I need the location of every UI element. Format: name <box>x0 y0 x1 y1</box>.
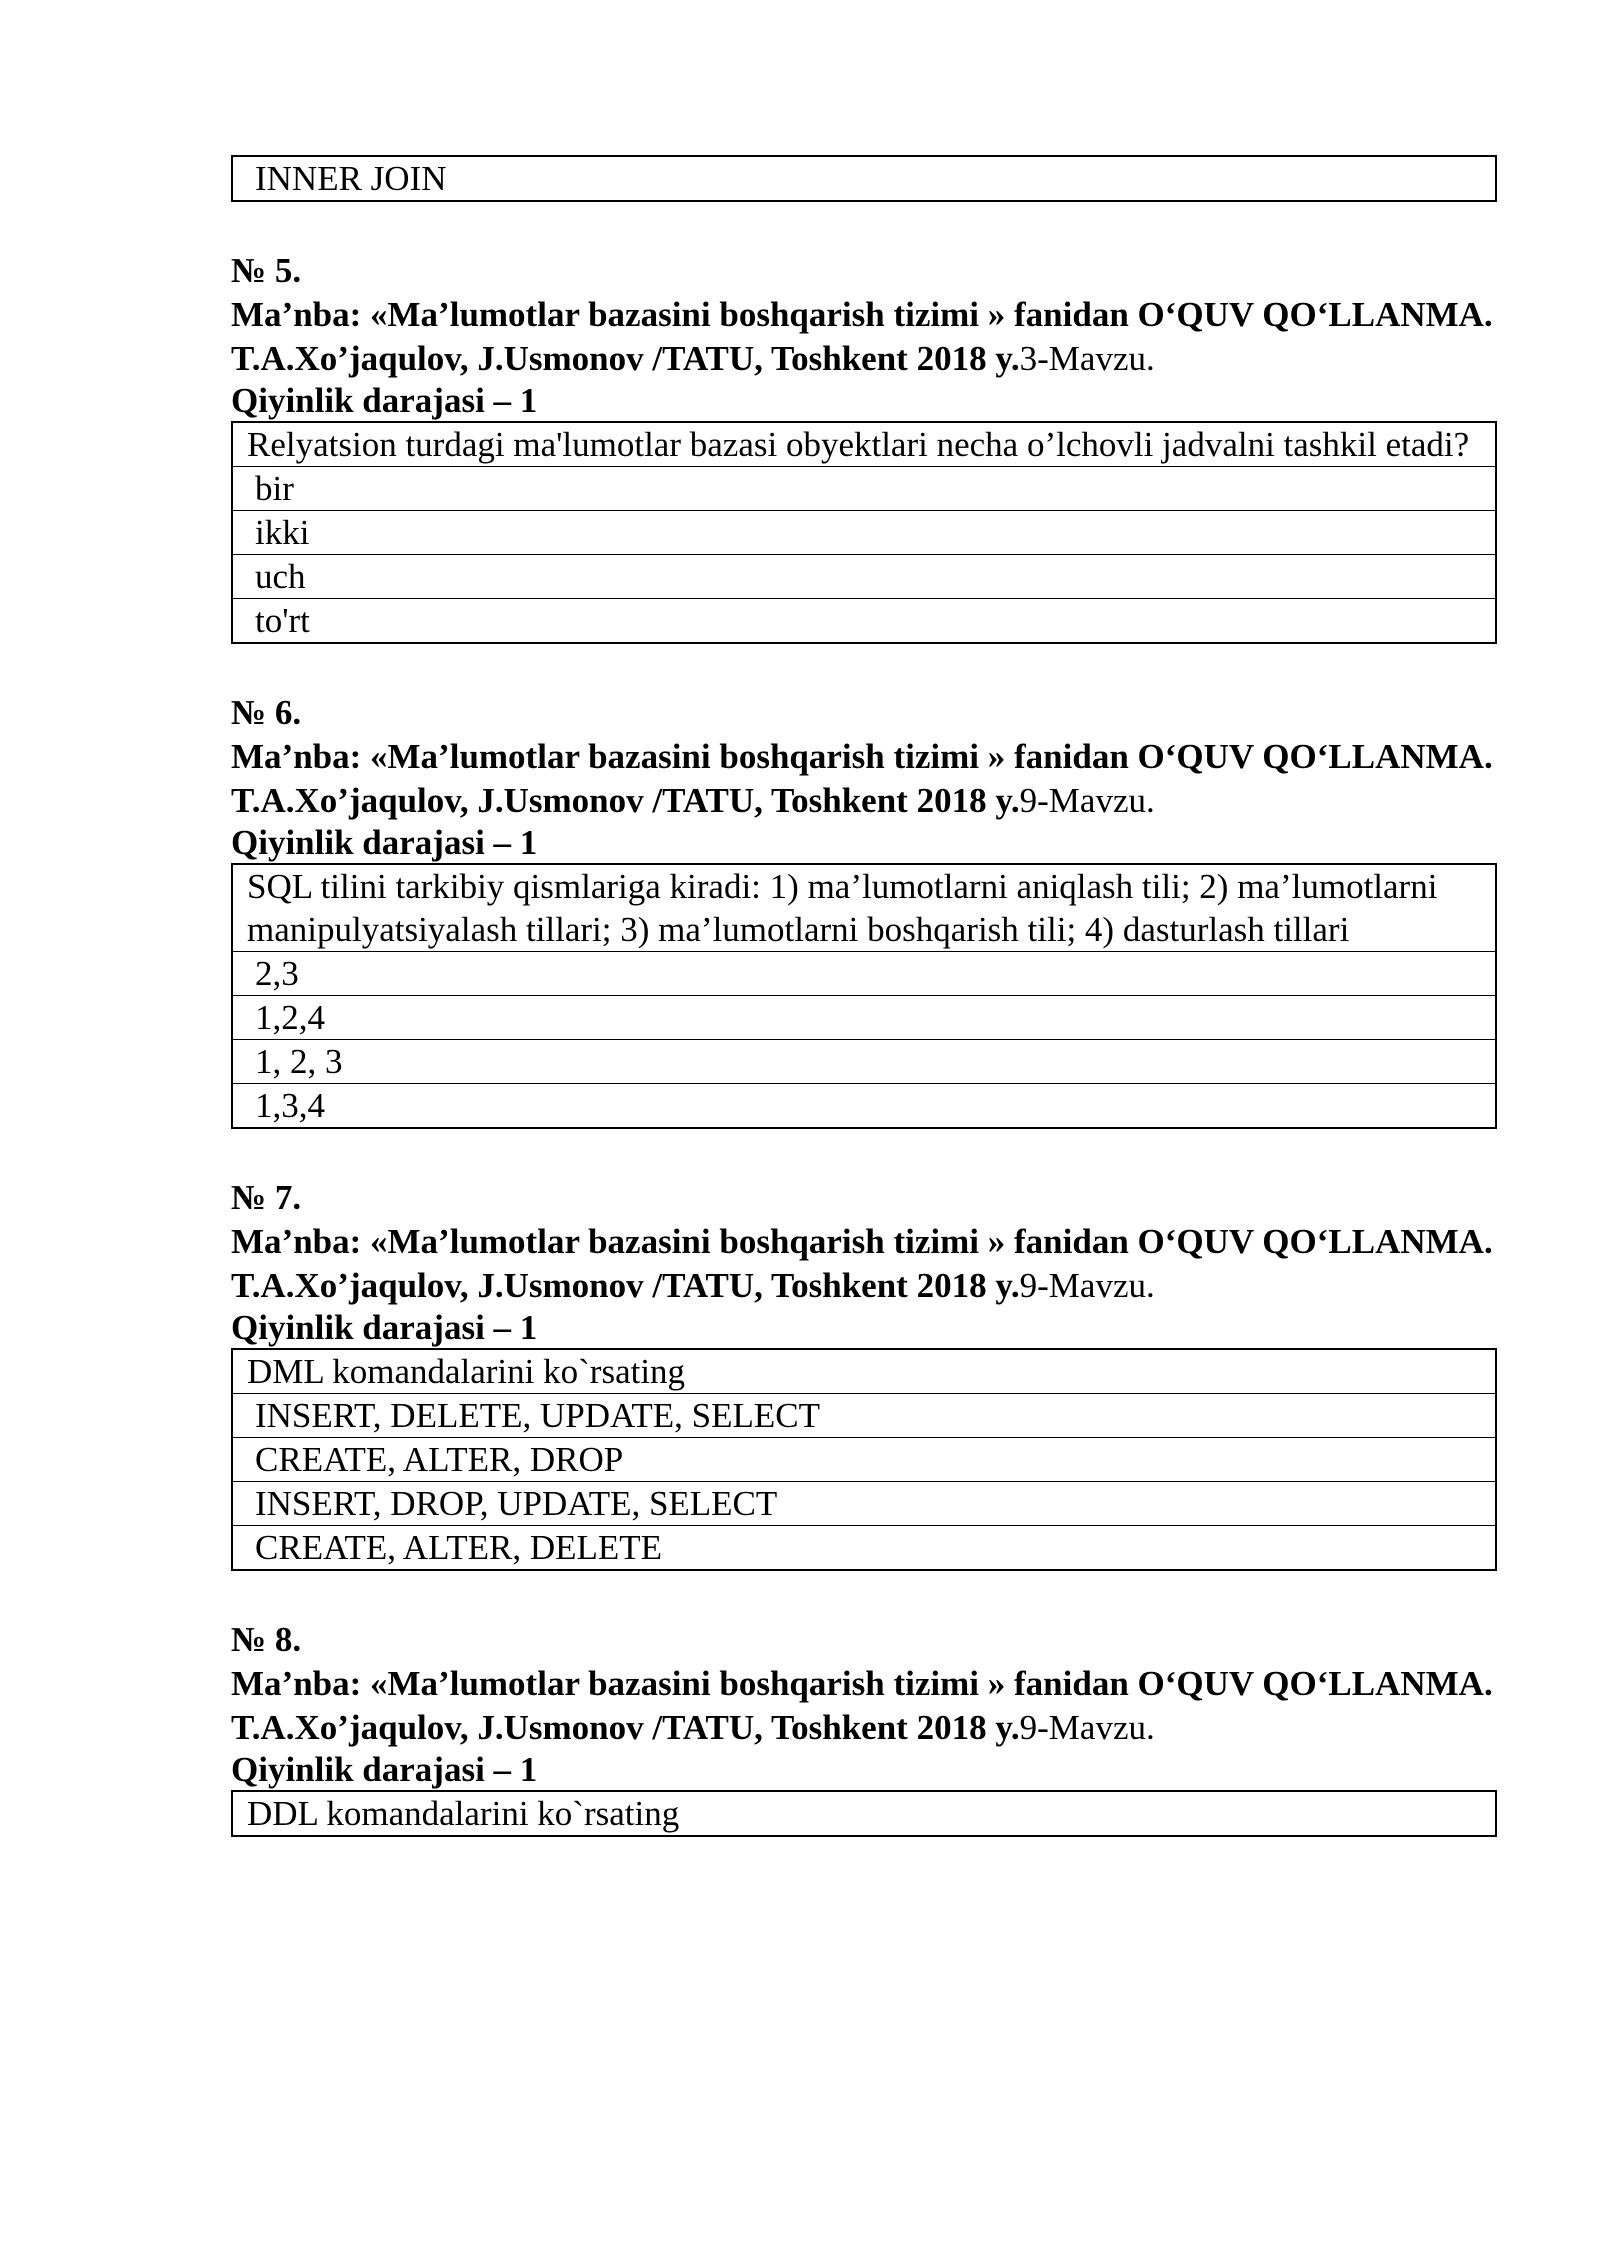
question-block-8 <box>231 1618 1497 1837</box>
source-bold: Ma’nba: «Ma’lumotlar bazasini boshqarish tizimi » fanidan O‘QUV QO‘LLANMA. T.A.Xo’jaqulov, J.Usmonov /TATU, Toshkent 2018 y. <box>231 1664 1493 1747</box>
question-table <box>231 863 1497 1129</box>
question-number: № 6. <box>231 693 302 732</box>
question-block-7 <box>231 1176 1497 1571</box>
question-source <box>231 1220 1497 1308</box>
source-bold: Ma’nba: «Ma’lumotlar bazasini boshqarish tizimi » fanidan O‘QUV QO‘LLANMA. T.A.Xo’jaqulov, J.Usmonov /TATU, Toshkent 2018 y. <box>231 1222 1493 1305</box>
difficulty-level: Qiyinlik darajasi – 1 <box>231 381 538 420</box>
document-page <box>231 155 1497 1837</box>
option-row: INNER JOIN <box>255 159 447 198</box>
question-source <box>231 293 1497 381</box>
option-row: ikki <box>233 511 1495 555</box>
option-row: INSERT, DELETE, UPDATE, SELECT <box>233 1394 1495 1438</box>
question-source <box>231 1662 1497 1750</box>
option-row: 1, 2, 3 <box>233 1040 1495 1084</box>
option-row: 1,2,4 <box>233 996 1495 1040</box>
question-table <box>231 421 1497 644</box>
option-row: to'rt <box>255 601 310 640</box>
difficulty-level: Qiyinlik darajasi – 1 <box>231 1308 538 1347</box>
question-number: № 7. <box>231 1178 302 1217</box>
question-block-6 <box>231 691 1497 1129</box>
source-topic: 9-Mavzu. <box>1019 1708 1155 1747</box>
question-block-5 <box>231 249 1497 644</box>
question-number: № 5. <box>231 251 302 290</box>
source-bold: Ma’nba: «Ma’lumotlar bazasini boshqarish tizimi » fanidan O‘QUV QO‘LLANMA. T.A.Xo’jaqulov, J.Usmonov /TATU, Toshkent 2018 y. <box>231 737 1493 820</box>
source-topic: 9-Mavzu. <box>1019 1266 1155 1305</box>
option-row: 1,3,4 <box>255 1086 325 1125</box>
question-4-options-fragment <box>231 155 1497 202</box>
option-row: 2,3 <box>233 952 1495 996</box>
difficulty-level: Qiyinlik darajasi – 1 <box>231 1750 538 1789</box>
option-row: uch <box>233 555 1495 599</box>
question-text: DDL komandalarini ko`rsating <box>247 1794 680 1833</box>
question-text: SQL tilini tarkibiy qismlariga kiradi: 1) ma’lumotlarni aniqlash tili; 2) ma’lumotlarni manipulyatsiyalash tillari; 3) ma’lumotlarni boshqarish tili; 4) dasturlash tillari <box>233 865 1495 952</box>
question-table <box>231 1790 1497 1837</box>
question-number: № 8. <box>231 1620 302 1659</box>
option-row: bir <box>233 467 1495 511</box>
option-row: INSERT, DROP, UPDATE, SELECT <box>233 1482 1495 1526</box>
question-text: DML komandalarini ko`rsating <box>233 1350 1495 1394</box>
source-bold: Ma’nba: «Ma’lumotlar bazasini boshqarish tizimi » fanidan O‘QUV QO‘LLANMA. T.A.Xo’jaqulov, J.Usmonov /TATU, Toshkent 2018 y. <box>231 295 1493 378</box>
difficulty-level: Qiyinlik darajasi – 1 <box>231 823 538 862</box>
option-row: CREATE, ALTER, DROP <box>233 1438 1495 1482</box>
option-row: CREATE, ALTER, DELETE <box>255 1528 663 1567</box>
source-topic: 3-Mavzu. <box>1019 339 1155 378</box>
question-text: Relyatsion turdagi ma'lumotlar bazasi obyektlari necha o’lchovli jadvalni tashkil etadi? <box>233 423 1495 467</box>
question-source <box>231 735 1497 823</box>
question-table <box>231 1348 1497 1571</box>
source-topic: 9-Mavzu. <box>1019 781 1155 820</box>
